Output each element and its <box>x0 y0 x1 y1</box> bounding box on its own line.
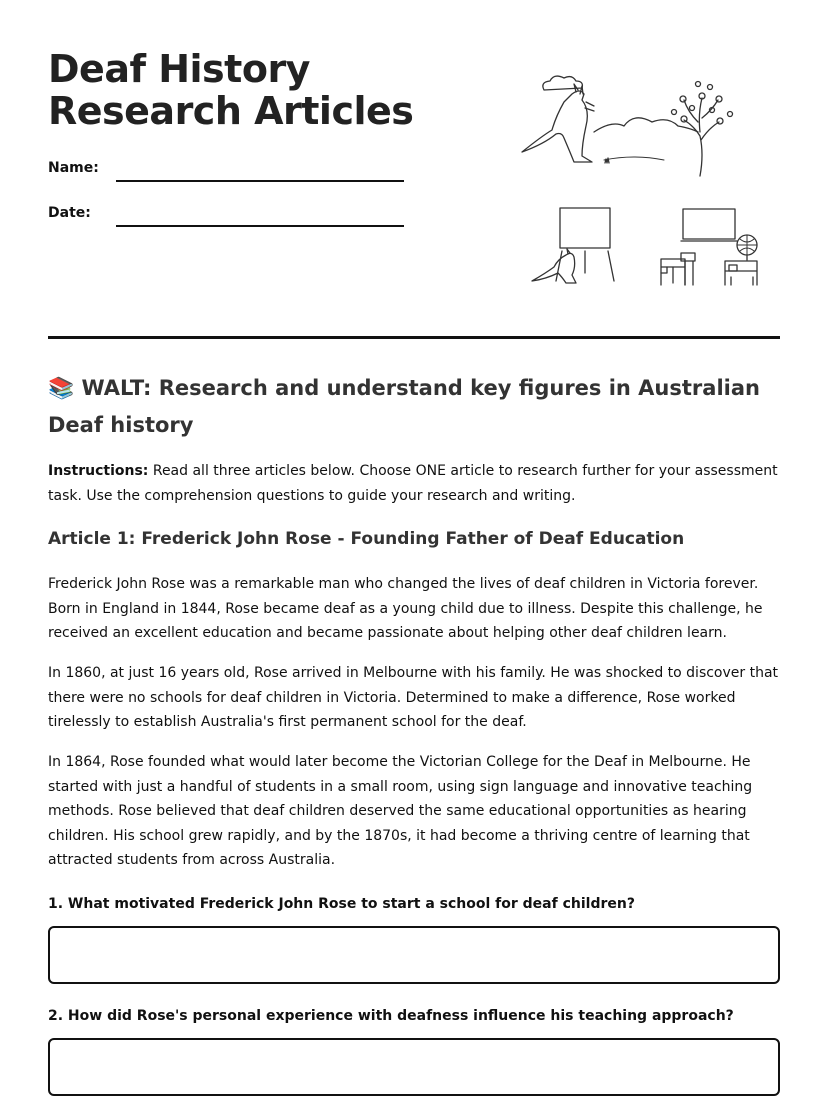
answer-box-2[interactable] <box>48 1038 780 1096</box>
name-field[interactable] <box>116 180 404 182</box>
article-paragraph: Frederick John Rose was a remarkable man who changed the lives of deaf children in Victoria forever. Born in England in 1844, Rose became deaf as a young child due to illness. Despite this challenge, he received an excellent education and became passionate about helping other deaf children learn. <box>48 576 763 641</box>
worksheet-title: Deaf History Research Articles <box>48 47 414 133</box>
name-label: Name: <box>48 160 99 176</box>
question-2: 2. How did Rose's personal experience with deafness influence his teaching approach? <box>48 1008 734 1024</box>
books-icon: 📚 <box>48 376 75 400</box>
article-paragraph: In 1864, Rose founded what would later become the Victorian College for the Deaf in Melbourne. He started with just a handful of students in a small room, using sign language and innovative teaching methods. Rose believed that deaf children deserved the same educational opportunities as hearing children. His school grew rapidly, and by the 1870s, it had become a thriving centre of learning that attracted students from across Australia. <box>48 754 753 868</box>
answer-box-1[interactable] <box>48 926 780 984</box>
kangaroo-whiteboard-illustration <box>528 205 618 290</box>
walt-text: WALT: Research and understand key figures in Australian Deaf history <box>48 376 760 437</box>
instructions-text: Read all three articles below. Choose ONE article to research further for your assessment task. Use the comprehension questions to guide your research and writing. <box>48 463 778 504</box>
kangaroo-landscape-illustration <box>520 72 760 177</box>
classroom-illustration <box>655 205 763 290</box>
instructions <box>48 459 788 508</box>
walt-heading <box>48 370 780 444</box>
date-field[interactable] <box>116 225 404 227</box>
article-paragraph: In 1860, at just 16 years old, Rose arrived in Melbourne with his family. He was shocked to discover that there were no schools for deaf children in Victoria. Determined to make a difference, Rose worked tirelessly to establish Australia's first permanent school for the deaf. <box>48 665 779 730</box>
section-divider <box>48 336 780 339</box>
article-title: Article 1: Frederick John Rose - Founding Father of Deaf Education <box>48 529 685 549</box>
question-1: 1. What motivated Frederick John Rose to start a school for deaf children? <box>48 896 635 912</box>
instructions-label: Instructions: <box>48 463 149 479</box>
date-label: Date: <box>48 205 91 221</box>
